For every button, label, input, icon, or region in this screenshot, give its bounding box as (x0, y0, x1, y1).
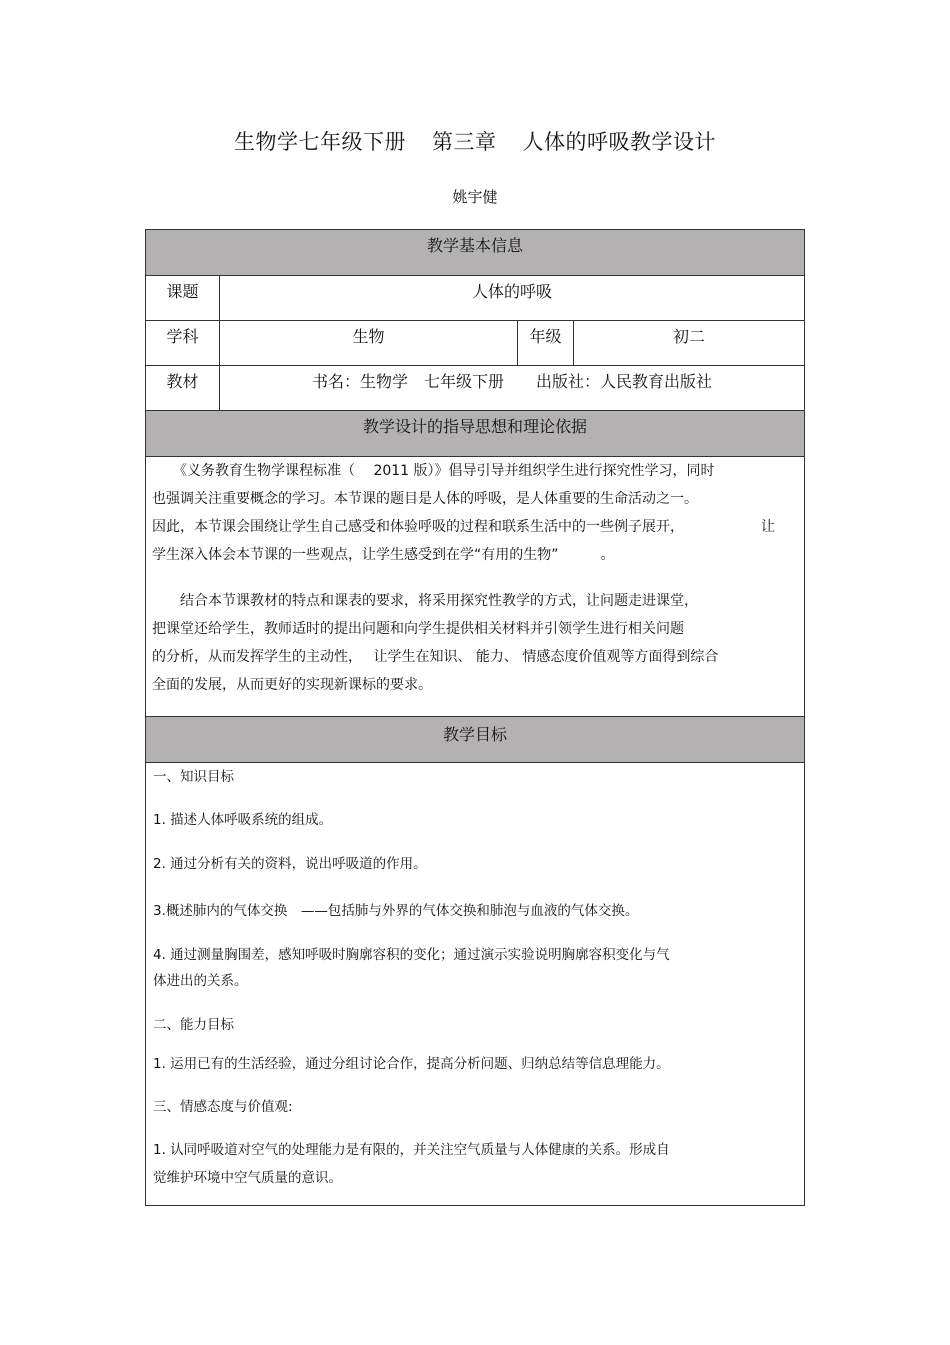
subject-label: 学科 (146, 321, 220, 365)
objective-item: 2. 通过分析有关的资料，说出呼吸道的作用。 (153, 856, 427, 872)
objective-item: 1. 描述人体呼吸系统的组成。 (153, 812, 333, 828)
guiding-line: 把课堂还给学生，教师适时的提出问题和向学生提供相关材料并引领学生进行相关问题 (152, 621, 684, 637)
lesson-plan-table (145, 229, 805, 1206)
objective-item-continued: 觉维护环境中空气质量的意识。 (153, 1170, 342, 1186)
objectives-header: 教学目标 (442, 725, 507, 744)
guiding-line: 也强调关注重要概念的学习。本节课的题目是人体的呼吸，是人体重要的生命活动之一。 (152, 491, 698, 507)
objective-item-continued: 体进出的关系。 (153, 973, 248, 989)
document-title (0, 126, 950, 156)
guiding-line: 学生深入体会本节课的一些观点，让学生感受到在学“有用的生物” 。 (152, 547, 615, 563)
title-part-3: 人体的呼吸教学设计 (522, 130, 716, 154)
objectives-header-row (146, 717, 804, 763)
topic-row (146, 276, 804, 321)
guiding-line: 的分析，从而发挥学生的主动性， 让学生在知识、 能力、 情感态度价值观等方面得到综合 (152, 649, 719, 665)
topic-label: 课题 (146, 276, 220, 320)
grade-label: 年级 (518, 321, 574, 365)
subject-grade-row (146, 321, 804, 366)
guiding-line: 《义务教育生物学课程标准（ 2011 版）》倡导引导并组织学生进行探究性学习，同时 (152, 463, 715, 479)
subject-value: 生物 (220, 321, 518, 365)
author-name: 姚宇健 (452, 188, 498, 206)
objectives-content (146, 763, 804, 1205)
objective-item: 3.概述肺内的气体交换 ——包括肺与外界的气体交换和肺泡与血液的气体交换。 (153, 903, 639, 919)
textbook-label: 教材 (146, 366, 220, 410)
guiding-line: 因此，本节课会围绕让学生自己感受和体验呼吸的过程和联系生活中的一些例子展开， 让 (152, 519, 775, 535)
objective-section-knowledge: 一、知识目标 (153, 769, 234, 785)
objective-item: 1. 认同呼吸道对空气的处理能力是有限的，并关注空气质量与人体健康的关系。形成自 (153, 1142, 670, 1158)
basic-info-header: 教学基本信息 (426, 236, 523, 255)
guiding-content (146, 457, 804, 717)
guiding-line: 全面的发展，从而更好的实现新课标的要求。 (152, 677, 432, 693)
basic-info-header-row (146, 230, 804, 276)
guiding-header-row (146, 411, 804, 457)
guiding-header: 教学设计的指导思想和理论依据 (362, 417, 587, 436)
objective-section-ability: 二、能力目标 (153, 1017, 234, 1033)
topic-value: 人体的呼吸 (471, 282, 552, 301)
textbook-row (146, 366, 804, 411)
objective-section-attitude: 三、情感态度与价值观: (153, 1099, 293, 1115)
grade-value: 初二 (672, 327, 705, 346)
textbook-value: 书名：生物学 七年级下册 出版社：人民教育出版社 (311, 372, 712, 391)
objective-item: 4. 通过测量胸围差，感知呼吸时胸廓容积的变化；通过演示实验说明胸廓容积变化与气 (153, 947, 670, 963)
objective-item: 1. 运用已有的生活经验，通过分组讨论合作，提高分析问题、归纳总结等信息理能力。 (153, 1056, 670, 1072)
title-part-2: 第三章 (432, 130, 497, 154)
title-part-1: 生物学七年级下册 (234, 130, 406, 154)
guiding-line: 结合本节课教材的特点和课表的要求，将采用探究性教学的方式，让问题走进课堂， (152, 593, 698, 609)
